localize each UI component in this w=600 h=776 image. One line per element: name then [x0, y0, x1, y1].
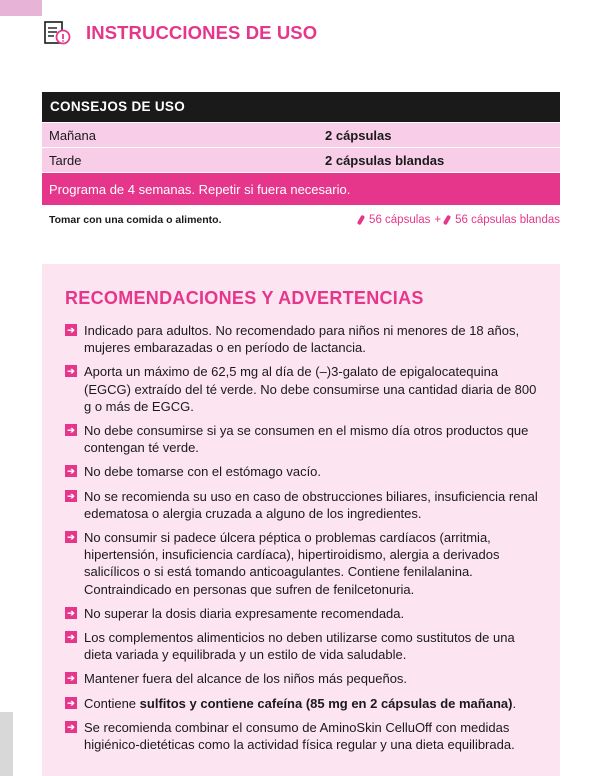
- list-item: ➔ Se recomienda combinar el consumo de AminoSkin CelluOff con medidas higiénico-dietéticas como la actividad física regular y una dieta equilibrada.: [65, 719, 545, 753]
- top-corner-accent: [0, 0, 42, 16]
- list-item: ➔ No debe consumirse si ya se consumen en el mismo día otros productos que contengan té verde.: [65, 422, 545, 456]
- table-row: [42, 147, 560, 172]
- recommendations-panel: [42, 264, 560, 776]
- table-row: [42, 122, 560, 147]
- list-item: ➔ No superar la dosis diaria expresamente recomendada.: [65, 605, 545, 622]
- arrow-bullet-icon: ➔: [65, 324, 77, 336]
- arrow-bullet-icon: ➔: [65, 631, 77, 643]
- arrow-bullet-icon: ➔: [65, 465, 77, 477]
- capsule-count: [359, 214, 560, 226]
- left-edge-bar: [0, 712, 13, 776]
- arrow-bullet-icon: ➔: [65, 607, 77, 619]
- warnings-list: [65, 322, 545, 760]
- usage-table: [42, 92, 560, 205]
- page-title: INSTRUCCIONES DE USO: [86, 22, 318, 43]
- arrow-bullet-icon: ➔: [65, 424, 77, 436]
- arrow-bullet-icon: ➔: [65, 490, 77, 502]
- with-food-note: Tomar con una comida o alimento.: [49, 214, 222, 226]
- list-item: ➔ No se recomienda su uso en caso de obstrucciones biliares, insuficiencia renal edematosa o alergia cruzada a alguno de los ingredientes.: [65, 488, 545, 522]
- list-item: ➔ Indicado para adultos. No recomendado para niños ni menores de 18 años, mujeres embarazadas o en período de lactancia.: [65, 322, 545, 356]
- allergen-note: sulfitos y contiene cafeína (85 mg en 2 cápsulas de mañana): [139, 695, 513, 711]
- arrow-bullet-icon: ➔: [65, 531, 77, 543]
- list-item: ➔ Mantener fuera del alcance de los niños más pequeños.: [65, 670, 545, 687]
- recommendations-title: RECOMENDACIONES Y ADVERTENCIAS: [65, 288, 424, 308]
- arrow-bullet-icon: ➔: [65, 697, 77, 709]
- dose-time: Mañana: [49, 128, 96, 143]
- instructions-scroll-icon: [42, 19, 72, 47]
- arrow-bullet-icon: ➔: [65, 721, 77, 733]
- arrow-bullet-icon: ➔: [65, 672, 77, 684]
- capsule-count-label: 56 cápsulas: [369, 214, 431, 226]
- list-item: ➔ Aporta un máximo de 62,5 mg al día de (–)3-galato de epigalocatequina (EGCG) extraído del té verde. No debe consumirse una cantidad diaria de 800 g o más de EGCG.: [65, 363, 545, 415]
- list-item: ➔ No debe tomarse con el estómago vacío.: [65, 463, 545, 480]
- intake-info-row: [42, 211, 560, 229]
- dose-amount: 2 cápsulas blandas: [325, 153, 445, 168]
- usage-table-heading: CONSEJOS DE USO: [42, 92, 560, 122]
- plus-sign: +: [434, 214, 442, 226]
- soft-capsule-icon: [443, 215, 451, 226]
- capsule-icon: [357, 215, 365, 226]
- program-note: Programa de 4 semanas. Repetir si fuera necesario.: [42, 172, 560, 205]
- dose-amount: 2 cápsulas: [325, 128, 392, 143]
- list-item: ➔ No consumir si padece úlcera péptica o problemas cardíacos (arritmia, hipertensión, insuficiencia cardíaca), hipertiroidismo, alergia a derivados salicílicos o si está tomando anticoagulantes. Contiene fenilalanina. Contraindicado en personas que sufren de fenilcetonuria.: [65, 529, 545, 598]
- list-item: ➔ Los complementos alimenticios no deben utilizarse como sustitutos de una dieta variada y equilibrada y un estilo de vida saludable.: [65, 629, 545, 663]
- soft-capsule-count-label: 56 cápsulas blandas: [455, 214, 560, 226]
- list-item-contains: ➔ Contiene sulfitos y contiene cafeína (85 mg en 2 cápsulas de mañana).: [65, 695, 545, 712]
- arrow-bullet-icon: ➔: [65, 365, 77, 377]
- dose-time: Tarde: [49, 153, 82, 168]
- section-header: [42, 18, 317, 48]
